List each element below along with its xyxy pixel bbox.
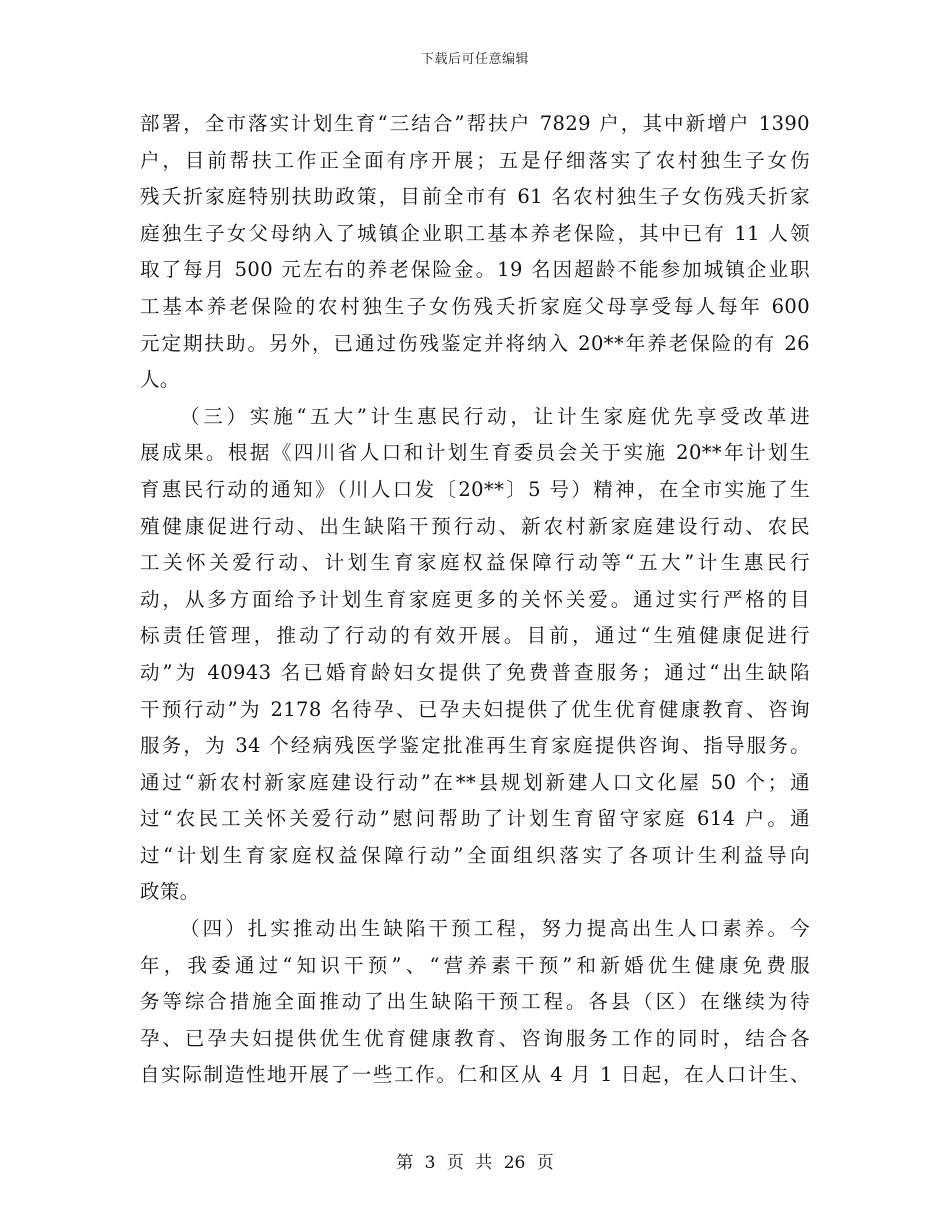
text-line: （三）实施“五大”计生惠民行动，让计生家庭优先享受改革进 bbox=[180, 404, 810, 428]
text-line: 工基本养老保险的农村独生子女伤残夭折家庭父母享受每人每年 600 bbox=[140, 294, 810, 318]
text-line: 工关怀关爱行动、计划生育家庭权益保障行动等“五大”计生惠民行 bbox=[140, 551, 810, 575]
text-line: 干预行动”为 2178 名待孕、已孕夫妇提供了优生优育健康教育、咨询 bbox=[140, 697, 810, 721]
page-header: 下载后可任意编辑 bbox=[420, 52, 529, 67]
text-line: 通过“新农村新家庭建设行动”在**县规划新建人口文化屋 50 个；通 bbox=[140, 770, 810, 794]
text-line: 部署，全市落实计划生育“三结合”帮扶户 7829 户，其中新增户 1390 bbox=[140, 112, 810, 135]
paragraph-3 bbox=[140, 911, 810, 1094]
text-line: 庭独生子女父母纳入了城镇企业职工基本养老保险，其中已有 11 人领 bbox=[140, 221, 810, 245]
text-line: 动，从多方面给予计划生育家庭更多的关怀关爱。通过实行严格的目 bbox=[140, 587, 810, 611]
page-number-footer: 第 3 页 共 26 页 bbox=[396, 1153, 554, 1173]
text-line: 务等综合措施全面推动了出生缺陷干预工程。各县（区）在继续为待 bbox=[140, 990, 810, 1014]
text-line: 标责任管理，推动了行动的有效开展。目前，通过“生殖健康促进行 bbox=[140, 624, 810, 648]
text-line: 政策。 bbox=[140, 880, 200, 904]
document-body bbox=[140, 106, 810, 1094]
text-line: 年，我委通过“知识干预”、“营养素干预”和新婚优生健康免费服 bbox=[140, 953, 810, 977]
text-line: 元定期扶助。另外，已通过伤残鉴定并将纳入 20**年养老保险的有 26 bbox=[140, 331, 810, 355]
text-line: 动”为 40943 名已婚育龄妇女提供了免费普查服务；通过“出生缺陷 bbox=[140, 660, 810, 684]
text-line: 展成果。根据《四川省人口和计划生育委员会关于实施 20**年计划生 bbox=[140, 441, 810, 465]
text-line: 服务，为 34 个经病残医学鉴定批准再生育家庭提供咨询、指导服务。 bbox=[140, 734, 810, 758]
text-line: 残夭折家庭特别扶助政策，目前全市有 61 名农村独生子女伤残夭折家 bbox=[140, 185, 810, 209]
text-line: 取了每月 500 元左右的养老保险金。19 名因超龄不能参加城镇企业职 bbox=[140, 258, 810, 282]
text-line: 过“计划生育家庭权益保障行动”全面组织落实了各项计生利益导向 bbox=[140, 843, 810, 867]
text-line: 人。 bbox=[140, 368, 180, 392]
text-line: 育惠民行动的通知》（川人口发〔20**〕5 号）精神，在全市实施了生 bbox=[140, 477, 810, 501]
text-line: （四）扎实推动出生缺陷干预工程，努力提高出生人口素养。今 bbox=[180, 917, 810, 941]
text-line: 户，目前帮扶工作正全面有序开展；五是仔细落实了农村独生子女伤 bbox=[140, 148, 810, 172]
text-line: 过“农民工关怀关爱行动”慰问帮助了计划生育留守家庭 614 户。通 bbox=[140, 807, 810, 831]
paragraph-2 bbox=[140, 399, 810, 911]
text-line: 自实际制造性地开展了一些工作。仁和区从 4 月 1 日起，在人口计生、 bbox=[140, 1063, 810, 1087]
text-line: 孕、已孕夫妇提供优生优育健康教育、咨询服务工作的同时，结合各 bbox=[140, 1026, 810, 1050]
paragraph-1 bbox=[140, 106, 810, 399]
text-line: 殖健康促进行动、出生缺陷干预行动、新农村新家庭建设行动、农民 bbox=[140, 514, 810, 538]
